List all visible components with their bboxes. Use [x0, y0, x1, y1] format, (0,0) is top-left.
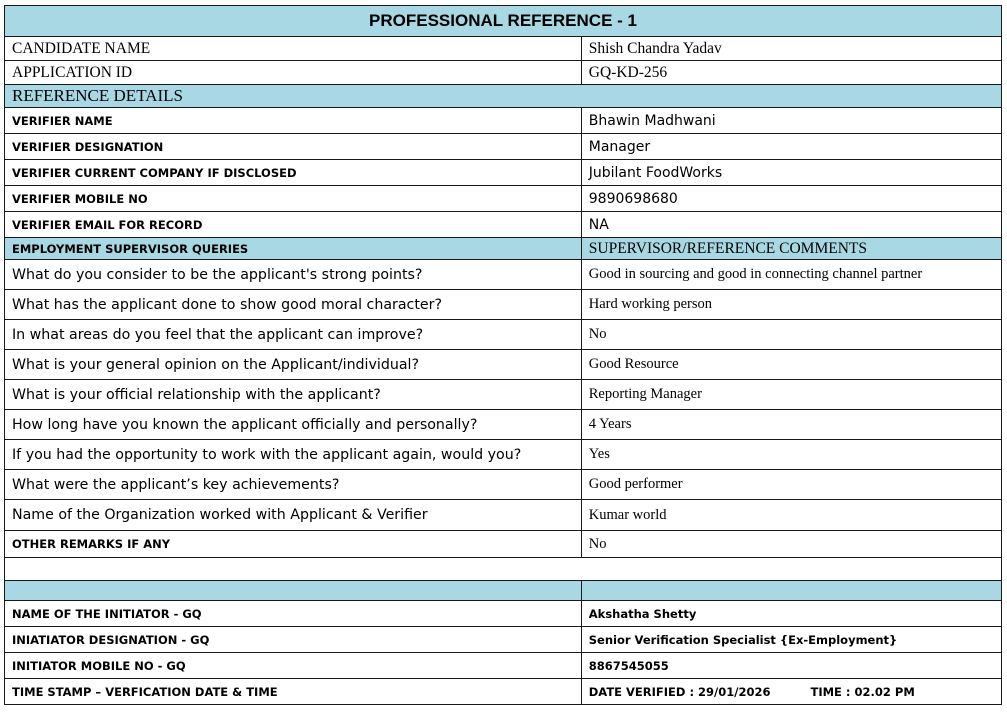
initiator-name-label: NAME OF THE INITIATOR - GQ [5, 601, 582, 627]
date-verified: DATE VERIFIED : 29/01/2026 [588, 684, 771, 699]
verifier-designation-value: Manager [581, 134, 1001, 160]
verifier-company-value: Jubilant FoodWorks [581, 160, 1001, 186]
query-question: How long have you known the applicant officially and personally? [5, 410, 582, 440]
initiator-name-value: Akshatha Shetty [581, 601, 1001, 627]
spacer-row [5, 558, 1002, 581]
query-answer: Good performer [581, 470, 1001, 500]
query-question: In what areas do you feel that the applicant can improve? [5, 320, 582, 350]
query-answer: Good Resource [581, 350, 1001, 380]
query-answer: No [581, 320, 1001, 350]
query-answer: Good in sourcing and good in connecting channel partner [581, 260, 1001, 290]
reference-comments-heading: SUPERVISOR/REFERENCE COMMENTS [581, 238, 1001, 260]
query-answer: Reporting Manager [581, 380, 1001, 410]
verifier-company-label: VERIFIER CURRENT COMPANY IF DISCLOSED [5, 160, 582, 186]
application-id-value: GQ-KD-256 [581, 61, 1001, 85]
reference-details-heading: REFERENCE DETAILS [5, 85, 1002, 108]
query-question: What is your official relationship with the applicant? [5, 380, 582, 410]
query-question: Name of the Organization worked with Applicant & Verifier [5, 500, 582, 531]
candidate-name-label: CANDIDATE NAME [5, 37, 582, 61]
query-question: If you had the opportunity to work with the applicant again, would you? [5, 440, 582, 470]
verifier-name-label: VERIFIER NAME [5, 108, 582, 134]
verifier-mobile-value: 9890698680 [581, 186, 1001, 212]
other-remarks-value: No [581, 531, 1001, 558]
query-answer: 4 Years [581, 410, 1001, 440]
initiator-band-right [581, 581, 1001, 601]
query-answer: Yes [581, 440, 1001, 470]
form-title: PROFESSIONAL REFERENCE - 1 [5, 6, 1002, 37]
initiator-mobile-label: INITIATOR MOBILE NO - GQ [5, 653, 582, 679]
initiator-designation-value: Senior Verification Specialist {Ex-Employment} [581, 627, 1001, 653]
candidate-name-value: Shish Chandra Yadav [581, 37, 1001, 61]
verifier-mobile-label: VERIFIER MOBILE NO [5, 186, 582, 212]
reference-form-table [4, 5, 1002, 705]
verifier-email-label: VERIFIER EMAIL FOR RECORD [5, 212, 582, 238]
query-question: What is your general opinion on the Applicant/individual? [5, 350, 582, 380]
query-answer: Kumar world [581, 500, 1001, 531]
query-answer: Hard working person [581, 290, 1001, 320]
initiator-band-left [5, 581, 582, 601]
other-remarks-label: OTHER REMARKS IF ANY [5, 531, 582, 558]
time-verified: TIME : 02.02 PM [810, 684, 915, 699]
initiator-designation-label: INIATIATOR DESIGNATION - GQ [5, 627, 582, 653]
verifier-name-value: Bhawin Madhwani [581, 108, 1001, 134]
timestamp-label: TIME STAMP – VERFICATION DATE & TIME [5, 679, 582, 705]
query-question: What has the applicant done to show good moral character? [5, 290, 582, 320]
query-question: What were the applicant’s key achievements? [5, 470, 582, 500]
application-id-label: APPLICATION ID [5, 61, 582, 85]
query-question: What do you consider to be the applicant's strong points? [5, 260, 582, 290]
verifier-designation-label: VERIFIER DESIGNATION [5, 134, 582, 160]
timestamp-value [581, 679, 1001, 705]
verifier-email-value: NA [581, 212, 1001, 238]
supervisor-queries-heading: EMPLOYMENT SUPERVISOR QUERIES [5, 238, 582, 260]
initiator-mobile-value: 8867545055 [581, 653, 1001, 679]
